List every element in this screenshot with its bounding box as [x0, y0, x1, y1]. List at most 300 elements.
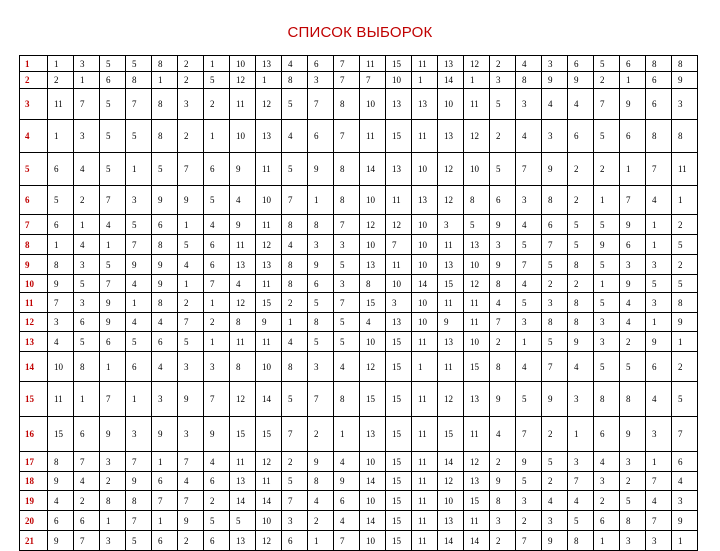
table-cell: 6	[152, 215, 178, 235]
table-cell: 8	[282, 215, 308, 235]
row-number: 3	[20, 89, 48, 120]
table-cell: 6	[100, 72, 126, 89]
table-cell: 5	[282, 382, 308, 417]
table-cell: 7	[594, 89, 620, 120]
table-cell: 7	[48, 293, 74, 313]
table-cell: 10	[386, 72, 412, 89]
table-cell: 4	[516, 352, 542, 382]
table-cell: 8	[152, 89, 178, 120]
table-cell: 12	[386, 215, 412, 235]
table-cell: 11	[412, 417, 438, 452]
table-cell: 4	[516, 56, 542, 72]
table-cell: 14	[412, 275, 438, 293]
table-cell: 7	[152, 491, 178, 511]
table-cell: 5	[204, 72, 230, 89]
table-row	[20, 352, 698, 382]
table-cell: 1	[620, 72, 646, 89]
table-cell: 5	[490, 153, 516, 186]
table-cell: 6	[594, 417, 620, 452]
table-cell: 8	[100, 491, 126, 511]
table-cell: 7	[360, 72, 386, 89]
table-cell: 11	[412, 452, 438, 472]
table-cell: 13	[438, 332, 464, 352]
table-cell: 2	[74, 186, 100, 215]
table-cell: 1	[256, 72, 282, 89]
row-number: 1	[20, 56, 48, 72]
table-cell: 5	[126, 120, 152, 153]
table-cell: 9	[48, 275, 74, 293]
table-cell: 9	[178, 186, 204, 215]
table-cell: 1	[646, 215, 672, 235]
table-cell: 5	[334, 313, 360, 332]
table-cell: 14	[360, 153, 386, 186]
table-cell: 3	[74, 56, 100, 72]
table-cell: 3	[126, 417, 152, 452]
table-cell: 6	[152, 531, 178, 551]
table-cell: 3	[334, 275, 360, 293]
table-cell: 1	[464, 72, 490, 89]
table-cell: 8	[48, 452, 74, 472]
table-cell: 7	[516, 417, 542, 452]
table-cell: 7	[490, 313, 516, 332]
table-cell: 10	[48, 352, 74, 382]
table-cell: 8	[308, 313, 334, 332]
table-cell: 9	[178, 382, 204, 417]
table-cell: 1	[126, 153, 152, 186]
table-cell: 13	[256, 120, 282, 153]
table-cell: 8	[126, 491, 152, 511]
table-cell: 2	[308, 417, 334, 452]
table-cell: 8	[334, 89, 360, 120]
table-cell: 5	[568, 511, 594, 531]
table-cell: 5	[100, 153, 126, 186]
table-cell: 11	[672, 153, 698, 186]
table-cell: 8	[334, 186, 360, 215]
table-cell: 13	[256, 56, 282, 72]
row-number: 9	[20, 255, 48, 275]
table-cell: 8	[126, 72, 152, 89]
table-cell: 7	[204, 382, 230, 417]
table-cell: 15	[386, 417, 412, 452]
table-cell: 9	[230, 153, 256, 186]
table-cell: 7	[100, 186, 126, 215]
table-cell: 7	[178, 153, 204, 186]
table-cell: 3	[308, 352, 334, 382]
table-cell: 4	[178, 472, 204, 491]
table-cell: 15	[230, 417, 256, 452]
table-cell: 8	[360, 275, 386, 293]
table-cell: 10	[360, 235, 386, 255]
table-cell: 4	[490, 293, 516, 313]
table-cell: 3	[74, 120, 100, 153]
table-cell: 12	[464, 56, 490, 72]
table-cell: 2	[490, 332, 516, 352]
table-cell: 9	[568, 72, 594, 89]
table-cell: 3	[516, 89, 542, 120]
table-cell: 4	[542, 491, 568, 511]
table-cell: 9	[620, 275, 646, 293]
table-cell: 13	[438, 56, 464, 72]
table-cell: 11	[412, 531, 438, 551]
table-cell: 15	[438, 417, 464, 452]
table-cell: 4	[360, 313, 386, 332]
table-cell: 3	[490, 235, 516, 255]
table-cell: 3	[204, 352, 230, 382]
table-cell: 1	[204, 332, 230, 352]
table-cell: 8	[308, 472, 334, 491]
table-cell: 11	[438, 352, 464, 382]
table-cell: 7	[126, 511, 152, 531]
table-cell: 9	[152, 255, 178, 275]
table-cell: 4	[334, 352, 360, 382]
table-cell: 3	[178, 89, 204, 120]
table-row	[20, 215, 698, 235]
table-cell: 4	[74, 153, 100, 186]
table-cell: 6	[308, 56, 334, 72]
table-cell: 2	[204, 313, 230, 332]
table-cell: 4	[542, 89, 568, 120]
table-cell: 2	[178, 56, 204, 72]
row-number: 15	[20, 382, 48, 417]
table-cell: 8	[568, 531, 594, 551]
table-cell: 6	[152, 472, 178, 491]
samples-table	[19, 55, 698, 551]
table-cell: 1	[672, 332, 698, 352]
table-cell: 9	[152, 417, 178, 452]
table-cell: 8	[568, 293, 594, 313]
table-cell: 11	[230, 452, 256, 472]
table-cell: 12	[230, 382, 256, 417]
table-cell: 7	[100, 275, 126, 293]
table-cell: 14	[256, 382, 282, 417]
table-cell: 6	[152, 332, 178, 352]
table-cell: 11	[256, 275, 282, 293]
table-cell: 4	[48, 332, 74, 352]
table-cell: 3	[282, 511, 308, 531]
table-cell: 2	[282, 293, 308, 313]
table-cell: 4	[230, 186, 256, 215]
row-number: 6	[20, 186, 48, 215]
table-cell: 7	[282, 491, 308, 511]
table-cell: 2	[672, 215, 698, 235]
table-cell: 2	[178, 293, 204, 313]
table-cell: 8	[490, 491, 516, 511]
table-row	[20, 472, 698, 491]
table-cell: 7	[178, 313, 204, 332]
table-cell: 11	[412, 332, 438, 352]
table-cell: 11	[464, 293, 490, 313]
table-cell: 5	[594, 215, 620, 235]
table-cell: 15	[256, 293, 282, 313]
table-cell: 8	[542, 186, 568, 215]
table-row	[20, 120, 698, 153]
table-cell: 11	[464, 89, 490, 120]
row-number: 2	[20, 72, 48, 89]
table-cell: 6	[126, 352, 152, 382]
table-cell: 13	[386, 313, 412, 332]
table-cell: 5	[152, 153, 178, 186]
table-cell: 4	[334, 511, 360, 531]
table-cell: 6	[646, 352, 672, 382]
table-cell: 4	[568, 89, 594, 120]
table-cell: 7	[516, 531, 542, 551]
table-cell: 1	[412, 352, 438, 382]
table-cell: 11	[256, 153, 282, 186]
table-cell: 2	[490, 56, 516, 72]
table-cell: 1	[412, 72, 438, 89]
table-cell: 4	[620, 293, 646, 313]
table-cell: 2	[282, 452, 308, 472]
table-cell: 6	[48, 153, 74, 186]
table-cell: 11	[464, 511, 490, 531]
table-cell: 8	[490, 352, 516, 382]
table-cell: 7	[334, 72, 360, 89]
table-cell: 8	[490, 275, 516, 293]
table-cell: 7	[646, 153, 672, 186]
table-cell: 4	[48, 491, 74, 511]
table-cell: 2	[542, 275, 568, 293]
row-number: 14	[20, 352, 48, 382]
table-cell: 6	[646, 72, 672, 89]
table-cell: 14	[256, 491, 282, 511]
table-cell: 9	[672, 511, 698, 531]
table-cell: 10	[360, 452, 386, 472]
table-cell: 5	[178, 235, 204, 255]
table-row	[20, 56, 698, 72]
table-cell: 9	[672, 313, 698, 332]
table-row	[20, 491, 698, 511]
table-cell: 15	[386, 511, 412, 531]
table-cell: 8	[48, 255, 74, 275]
table-cell: 10	[256, 186, 282, 215]
table-cell: 1	[100, 352, 126, 382]
table-cell: 8	[334, 382, 360, 417]
table-cell: 4	[646, 382, 672, 417]
table-cell: 2	[542, 417, 568, 452]
table-cell: 5	[646, 275, 672, 293]
table-cell: 12	[438, 153, 464, 186]
table-cell: 6	[282, 531, 308, 551]
table-cell: 15	[386, 56, 412, 72]
table-cell: 14	[464, 531, 490, 551]
table-cell: 3	[594, 332, 620, 352]
table-cell: 11	[412, 120, 438, 153]
table-cell: 13	[438, 511, 464, 531]
table-cell: 4	[282, 235, 308, 255]
table-cell: 7	[74, 531, 100, 551]
table-cell: 9	[152, 186, 178, 215]
table-cell: 7	[74, 89, 100, 120]
table-cell: 5	[100, 120, 126, 153]
table-cell: 1	[48, 120, 74, 153]
table-cell: 3	[126, 186, 152, 215]
table-cell: 7	[334, 56, 360, 72]
table-cell: 8	[516, 72, 542, 89]
table-cell: 8	[230, 313, 256, 332]
table-cell: 4	[152, 352, 178, 382]
table-cell: 12	[256, 531, 282, 551]
table-cell: 1	[620, 153, 646, 186]
table-cell: 10	[438, 89, 464, 120]
table-cell: 13	[386, 153, 412, 186]
table-cell: 11	[412, 472, 438, 491]
table-cell: 5	[126, 215, 152, 235]
table-cell: 4	[334, 452, 360, 472]
table-cell: 1	[672, 186, 698, 215]
table-cell: 3	[620, 452, 646, 472]
table-cell: 12	[464, 275, 490, 293]
table-cell: 10	[256, 511, 282, 531]
table-cell: 13	[256, 255, 282, 275]
table-cell: 8	[282, 72, 308, 89]
table-cell: 3	[516, 491, 542, 511]
table-cell: 7	[334, 120, 360, 153]
table-cell: 2	[178, 531, 204, 551]
table-cell: 2	[568, 275, 594, 293]
table-cell: 11	[386, 186, 412, 215]
table-cell: 3	[620, 255, 646, 275]
table-cell: 3	[672, 89, 698, 120]
table-cell: 1	[126, 293, 152, 313]
table-cell: 10	[412, 235, 438, 255]
table-cell: 2	[490, 531, 516, 551]
table-cell: 8	[152, 120, 178, 153]
table-cell: 9	[542, 382, 568, 417]
table-row	[20, 417, 698, 452]
table-cell: 12	[360, 352, 386, 382]
table-cell: 1	[152, 511, 178, 531]
table-cell: 3	[568, 382, 594, 417]
table-cell: 5	[594, 56, 620, 72]
table-cell: 4	[282, 56, 308, 72]
table-cell: 3	[646, 531, 672, 551]
table-cell: 3	[542, 56, 568, 72]
table-cell: 11	[230, 89, 256, 120]
table-cell: 4	[568, 352, 594, 382]
table-cell: 5	[516, 472, 542, 491]
table-cell: 7	[516, 255, 542, 275]
table-cell: 1	[308, 186, 334, 215]
row-number: 19	[20, 491, 48, 511]
table-cell: 8	[672, 56, 698, 72]
table-cell: 5	[334, 332, 360, 352]
table-cell: 14	[230, 491, 256, 511]
table-cell: 6	[620, 56, 646, 72]
table-cell: 9	[100, 417, 126, 452]
table-cell: 4	[126, 313, 152, 332]
table-cell: 11	[256, 472, 282, 491]
table-cell: 7	[308, 89, 334, 120]
table-cell: 7	[100, 382, 126, 417]
table-cell: 5	[464, 215, 490, 235]
table-cell: 5	[568, 235, 594, 255]
table-cell: 3	[74, 293, 100, 313]
table-cell: 2	[178, 72, 204, 89]
table-cell: 9	[334, 472, 360, 491]
table-cell: 7	[568, 472, 594, 491]
table-cell: 2	[594, 491, 620, 511]
table-cell: 12	[256, 235, 282, 255]
table-cell: 4	[672, 472, 698, 491]
table-cell: 3	[74, 255, 100, 275]
table-cell: 10	[230, 56, 256, 72]
table-cell: 6	[204, 235, 230, 255]
table-cell: 4	[230, 275, 256, 293]
table-cell: 9	[620, 89, 646, 120]
table-cell: 15	[256, 417, 282, 452]
table-cell: 5	[178, 332, 204, 352]
table-cell: 9	[100, 293, 126, 313]
table-cell: 9	[516, 452, 542, 472]
table-cell: 7	[516, 153, 542, 186]
table-cell: 9	[672, 72, 698, 89]
table-cell: 1	[204, 56, 230, 72]
table-cell: 8	[308, 215, 334, 235]
table-cell: 10	[412, 293, 438, 313]
table-cell: 8	[282, 352, 308, 382]
table-cell: 7	[672, 417, 698, 452]
table-cell: 8	[594, 382, 620, 417]
table-cell: 9	[152, 275, 178, 293]
table-cell: 3	[620, 531, 646, 551]
table-cell: 3	[48, 313, 74, 332]
table-cell: 5	[542, 255, 568, 275]
table-cell: 9	[542, 153, 568, 186]
table-cell: 4	[620, 313, 646, 332]
table-cell: 10	[464, 332, 490, 352]
table-row	[20, 511, 698, 531]
table-cell: 6	[568, 120, 594, 153]
table-cell: 4	[308, 491, 334, 511]
table-cell: 2	[490, 120, 516, 153]
table-cell: 8	[568, 255, 594, 275]
table-cell: 14	[438, 531, 464, 551]
table-cell: 6	[542, 215, 568, 235]
table-cell: 3	[178, 352, 204, 382]
table-cell: 3	[100, 452, 126, 472]
table-cell: 4	[204, 215, 230, 235]
table-cell: 11	[412, 56, 438, 72]
page-title: СПИСОК ВЫБОРОК	[287, 24, 433, 41]
table-cell: 5	[594, 120, 620, 153]
table-cell: 3	[386, 293, 412, 313]
table-cell: 2	[48, 72, 74, 89]
table-cell: 9	[126, 472, 152, 491]
table-cell: 4	[568, 491, 594, 511]
table-cell: 5	[620, 352, 646, 382]
table-cell: 15	[360, 293, 386, 313]
table-cell: 12	[438, 472, 464, 491]
table-cell: 10	[256, 352, 282, 382]
table-cell: 9	[542, 531, 568, 551]
table-cell: 13	[360, 417, 386, 452]
table-cell: 5	[204, 511, 230, 531]
table-cell: 5	[74, 332, 100, 352]
table-cell: 4	[178, 255, 204, 275]
table-cell: 10	[360, 531, 386, 551]
table-cell: 5	[100, 56, 126, 72]
row-number: 11	[20, 293, 48, 313]
row-number: 17	[20, 452, 48, 472]
table-cell: 13	[230, 472, 256, 491]
table-cell: 8	[672, 120, 698, 153]
row-number: 12	[20, 313, 48, 332]
table-cell: 13	[412, 186, 438, 215]
table-cell: 15	[386, 332, 412, 352]
table-cell: 4	[126, 275, 152, 293]
table-cell: 3	[542, 511, 568, 531]
table-cell: 1	[74, 215, 100, 235]
